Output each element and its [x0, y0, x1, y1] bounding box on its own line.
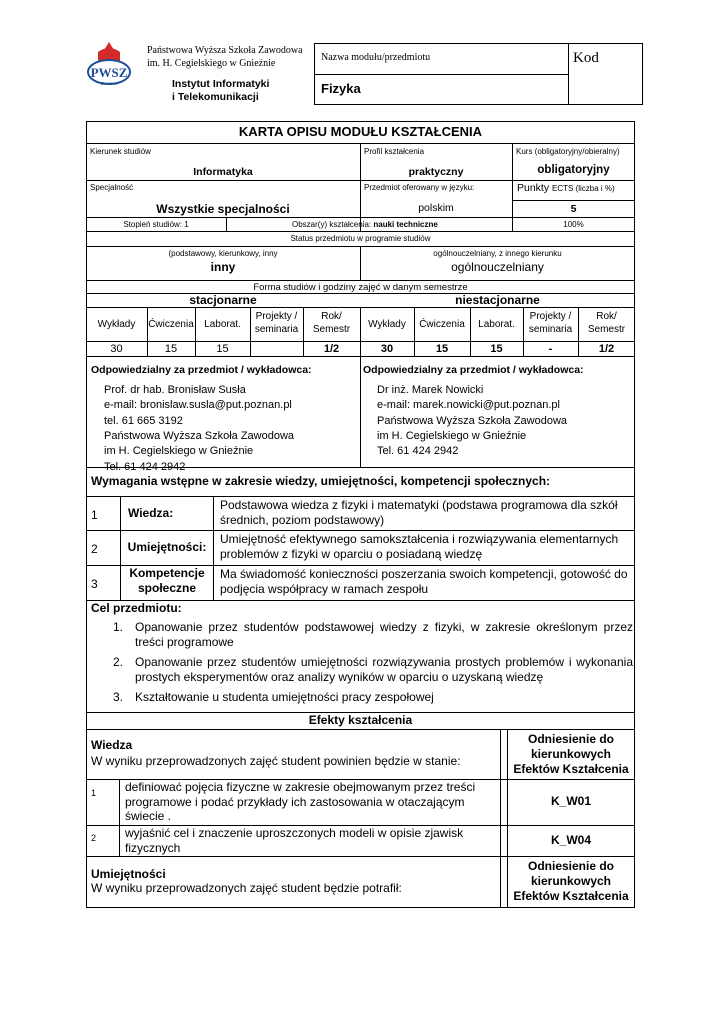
requirement-number: 1 [91, 508, 98, 522]
requirement-text: Podstawowa wiedza z fizyki i matematyki (podstawa programowa dla szkół średnich, poziom podstawowy) [220, 498, 618, 527]
code-label: Kod [573, 50, 599, 66]
forms-col-value: 15 [435, 343, 449, 355]
effect-reference: K_W01 [550, 794, 591, 808]
requirements-title: Wymagania wstępne w zakresie wiedzy, umiejętności, kompetencji społecznych: [91, 474, 551, 488]
goal-text: Opanowanie przez studentów podstawowej wiedzy z fizyki, w zakresie określonym przez treści programowe [135, 620, 633, 649]
profile-label: Profil kształcenia [364, 147, 425, 156]
lecturer-detail-line: e-mail: bronislaw.susla@put.poznan.pl [104, 399, 292, 412]
skills-title: Umiejętności [91, 867, 166, 881]
lecturer-detail-line: Tel. 61 424 2942 [104, 460, 186, 473]
forms-col-value: 15 [216, 343, 229, 355]
goal-number: 2. [113, 655, 124, 669]
course-type-label: Kurs (obligatoryjny/obieralny) [516, 147, 620, 156]
module-name-label: Nazwa modułu/przedmiotu [321, 52, 431, 63]
school-name-line2: im. H. Cegielskiego w Gnieźnie [147, 58, 276, 69]
knowledge-title: Wiedza [91, 738, 133, 752]
goal-number: 3. [113, 690, 124, 704]
points-value: 5 [570, 203, 577, 215]
lecturer-detail-line: Dr inż. Marek Nowicki [377, 384, 484, 396]
degree-level: Stopień studiów: 1 [123, 220, 189, 229]
school-name-line1: Państwowa Wyższa Szkoła Zawodowa [147, 45, 303, 56]
card-title: KARTA OPISU MODUŁU KSZTAŁCENIA [238, 124, 483, 139]
effects-title: Efekty kształcenia [308, 713, 413, 727]
status-left-value: inny [210, 260, 236, 274]
goal-text: Opanowanie przez studentów umiejętności rozwiązywania prostych problemów i wykonania prostych eksperymentów oraz analizy wyników w oparciu o uzyskaną wiedzę [135, 655, 633, 684]
requirement-label: Kompetencje społeczne [129, 566, 205, 595]
institute-line1: Instytut Informatyki [172, 78, 270, 90]
course-type-value: obligatoryjny [537, 164, 610, 176]
knowledge-subtitle: W wyniku przeprowadzonych zajęć student powinien będzie w stanie: [91, 754, 461, 768]
specialization-value: Wszystkie specjalności [156, 202, 290, 216]
language-value: polskim [418, 202, 454, 214]
forms-col-header: Projekty / seminaria [528, 311, 573, 335]
full-time-header: stacjonarne [189, 293, 257, 307]
skills-subtitle: W wyniku przeprowadzonych zajęć student będzie potrafił: [91, 881, 402, 895]
effect-reference: K_W04 [550, 833, 591, 847]
logo-text: PWSZ [90, 65, 128, 80]
lecturer-detail-line: Państwowa Wyższa Szkoła Zawodowa [377, 414, 568, 427]
effect-text: definiować pojęcia fizyczne w zakresie obejmowanym przez treści programowe i podać przykłady ich zastosowania w otaczającym świecie . [125, 780, 476, 823]
lecturer-detail-line: Państwowa Wyższa Szkoła Zawodowa [104, 429, 295, 442]
forms-col-header: Projekty / seminaria [254, 311, 299, 335]
forms-col-value: 30 [380, 343, 394, 355]
lecturer-detail-line: Tel. 61 424 2942 [377, 445, 459, 458]
field-of-study-value: Informatyka [193, 166, 253, 178]
forms-title: Forma studiów i godziny zajęć w danym semestrze [253, 282, 468, 293]
module-name-value: Fizyka [321, 81, 361, 96]
profile-value: praktyczny [408, 166, 464, 178]
effect-text: wyjaśnić cel i znaczenie uproszczonych modeli w opisie zjawisk fizycznych [125, 826, 464, 855]
effect-number: 1 [91, 788, 97, 798]
forms-col-value: 15 [490, 343, 503, 355]
effect-number: 2 [91, 833, 97, 843]
logo [86, 40, 132, 88]
requirement-text: Ma świadomość konieczności poszerzania swoich kompetencji, gotowość do podjęcia współpracy w ramach zespołu [220, 567, 628, 596]
requirement-label: Umiejętności: [127, 540, 207, 554]
status-left-label: (podstawowy, kierunkowy, inny [168, 249, 278, 258]
requirement-text: Umiejętność efektywnego samokształcenia i rozwiązywania elementarnych problemów z fizyki w oparciu o posiadaną wiedzę [220, 532, 619, 561]
goal-text: Kształtowanie u studenta umiejętności pracy zespołowej [135, 690, 434, 704]
language-label: Przedmiot oferowany w języku: [364, 183, 475, 192]
requirement-number: 2 [91, 542, 98, 556]
lecturer-detail-line: im H. Cegielskiego w Gnieźnie [104, 445, 254, 458]
forms-col-header: Wykłady [97, 319, 136, 330]
reference-header-2: Odniesienie do kierunkowych Efektów Kształcenia [513, 859, 629, 903]
logo-subtext: Gniezno [100, 81, 118, 86]
points-label-text: Punkty [517, 182, 550, 194]
part-time-header: niestacjonarne [455, 293, 540, 307]
forms-col-value: 1/2 [598, 343, 615, 355]
status-right-label: ogólnouczelniany, z innego kierunku [433, 249, 562, 258]
lecturer-detail-line: e-mail: marek.nowicki@put.poznan.pl [377, 399, 560, 412]
forms-col-value: 30 [110, 343, 123, 355]
area-percent: 100% [563, 220, 584, 229]
field-of-study-label: Kierunek studiów [90, 147, 151, 156]
study-area-label: Obszar(y) kształcenia: [292, 220, 372, 229]
study-area-value: nauki techniczne [373, 220, 438, 229]
institute-line2: i Telekomunikacji [172, 91, 259, 103]
goals-title: Cel przedmiotu: [91, 601, 182, 615]
status-right-value: ogólnouczelniany [451, 260, 544, 274]
study-area [292, 220, 438, 229]
forms-col-header: Ćwiczenia [148, 319, 194, 330]
goal-number: 1. [113, 620, 124, 634]
forms-col-value: 1/2 [323, 343, 340, 355]
forms-col-header: Rok/ Semestr [312, 311, 351, 335]
forms-col-header: Laborat. [204, 319, 241, 330]
forms-col-header: Rok/ Semestr [587, 311, 626, 335]
lecturer-right-title: Odpowiedzialny za przedmiot / wykładowca: [363, 364, 584, 376]
forms-col-header: Wykłady [368, 319, 406, 330]
requirement-label: Wiedza: [128, 506, 174, 520]
specialization-label: Specjalność [90, 183, 134, 192]
lecturer-left-title: Odpowiedzialny za przedmiot / wykładowca: [91, 364, 312, 376]
lecturer-detail-line: im H. Cegielskiego w Gnieźnie [377, 429, 527, 442]
reference-header: Odniesienie do kierunkowych Efektów Kształcenia [513, 732, 629, 776]
forms-col-value: 15 [164, 343, 178, 355]
forms-col-header: Laborat. [478, 319, 515, 330]
requirement-number: 3 [91, 577, 98, 591]
forms-col-header: Ćwiczenia [419, 319, 465, 330]
points-label [517, 182, 615, 194]
points-ects-text: ECTS (liczba i %) [552, 184, 615, 193]
forms-col-value: - [548, 343, 553, 355]
lecturer-detail-line: tel. 61 665 3192 [104, 414, 183, 427]
status-title: Status przedmiotu w programie studiów [290, 234, 431, 243]
lecturer-detail-line: Prof. dr hab. Bronisław Susła [104, 384, 246, 396]
